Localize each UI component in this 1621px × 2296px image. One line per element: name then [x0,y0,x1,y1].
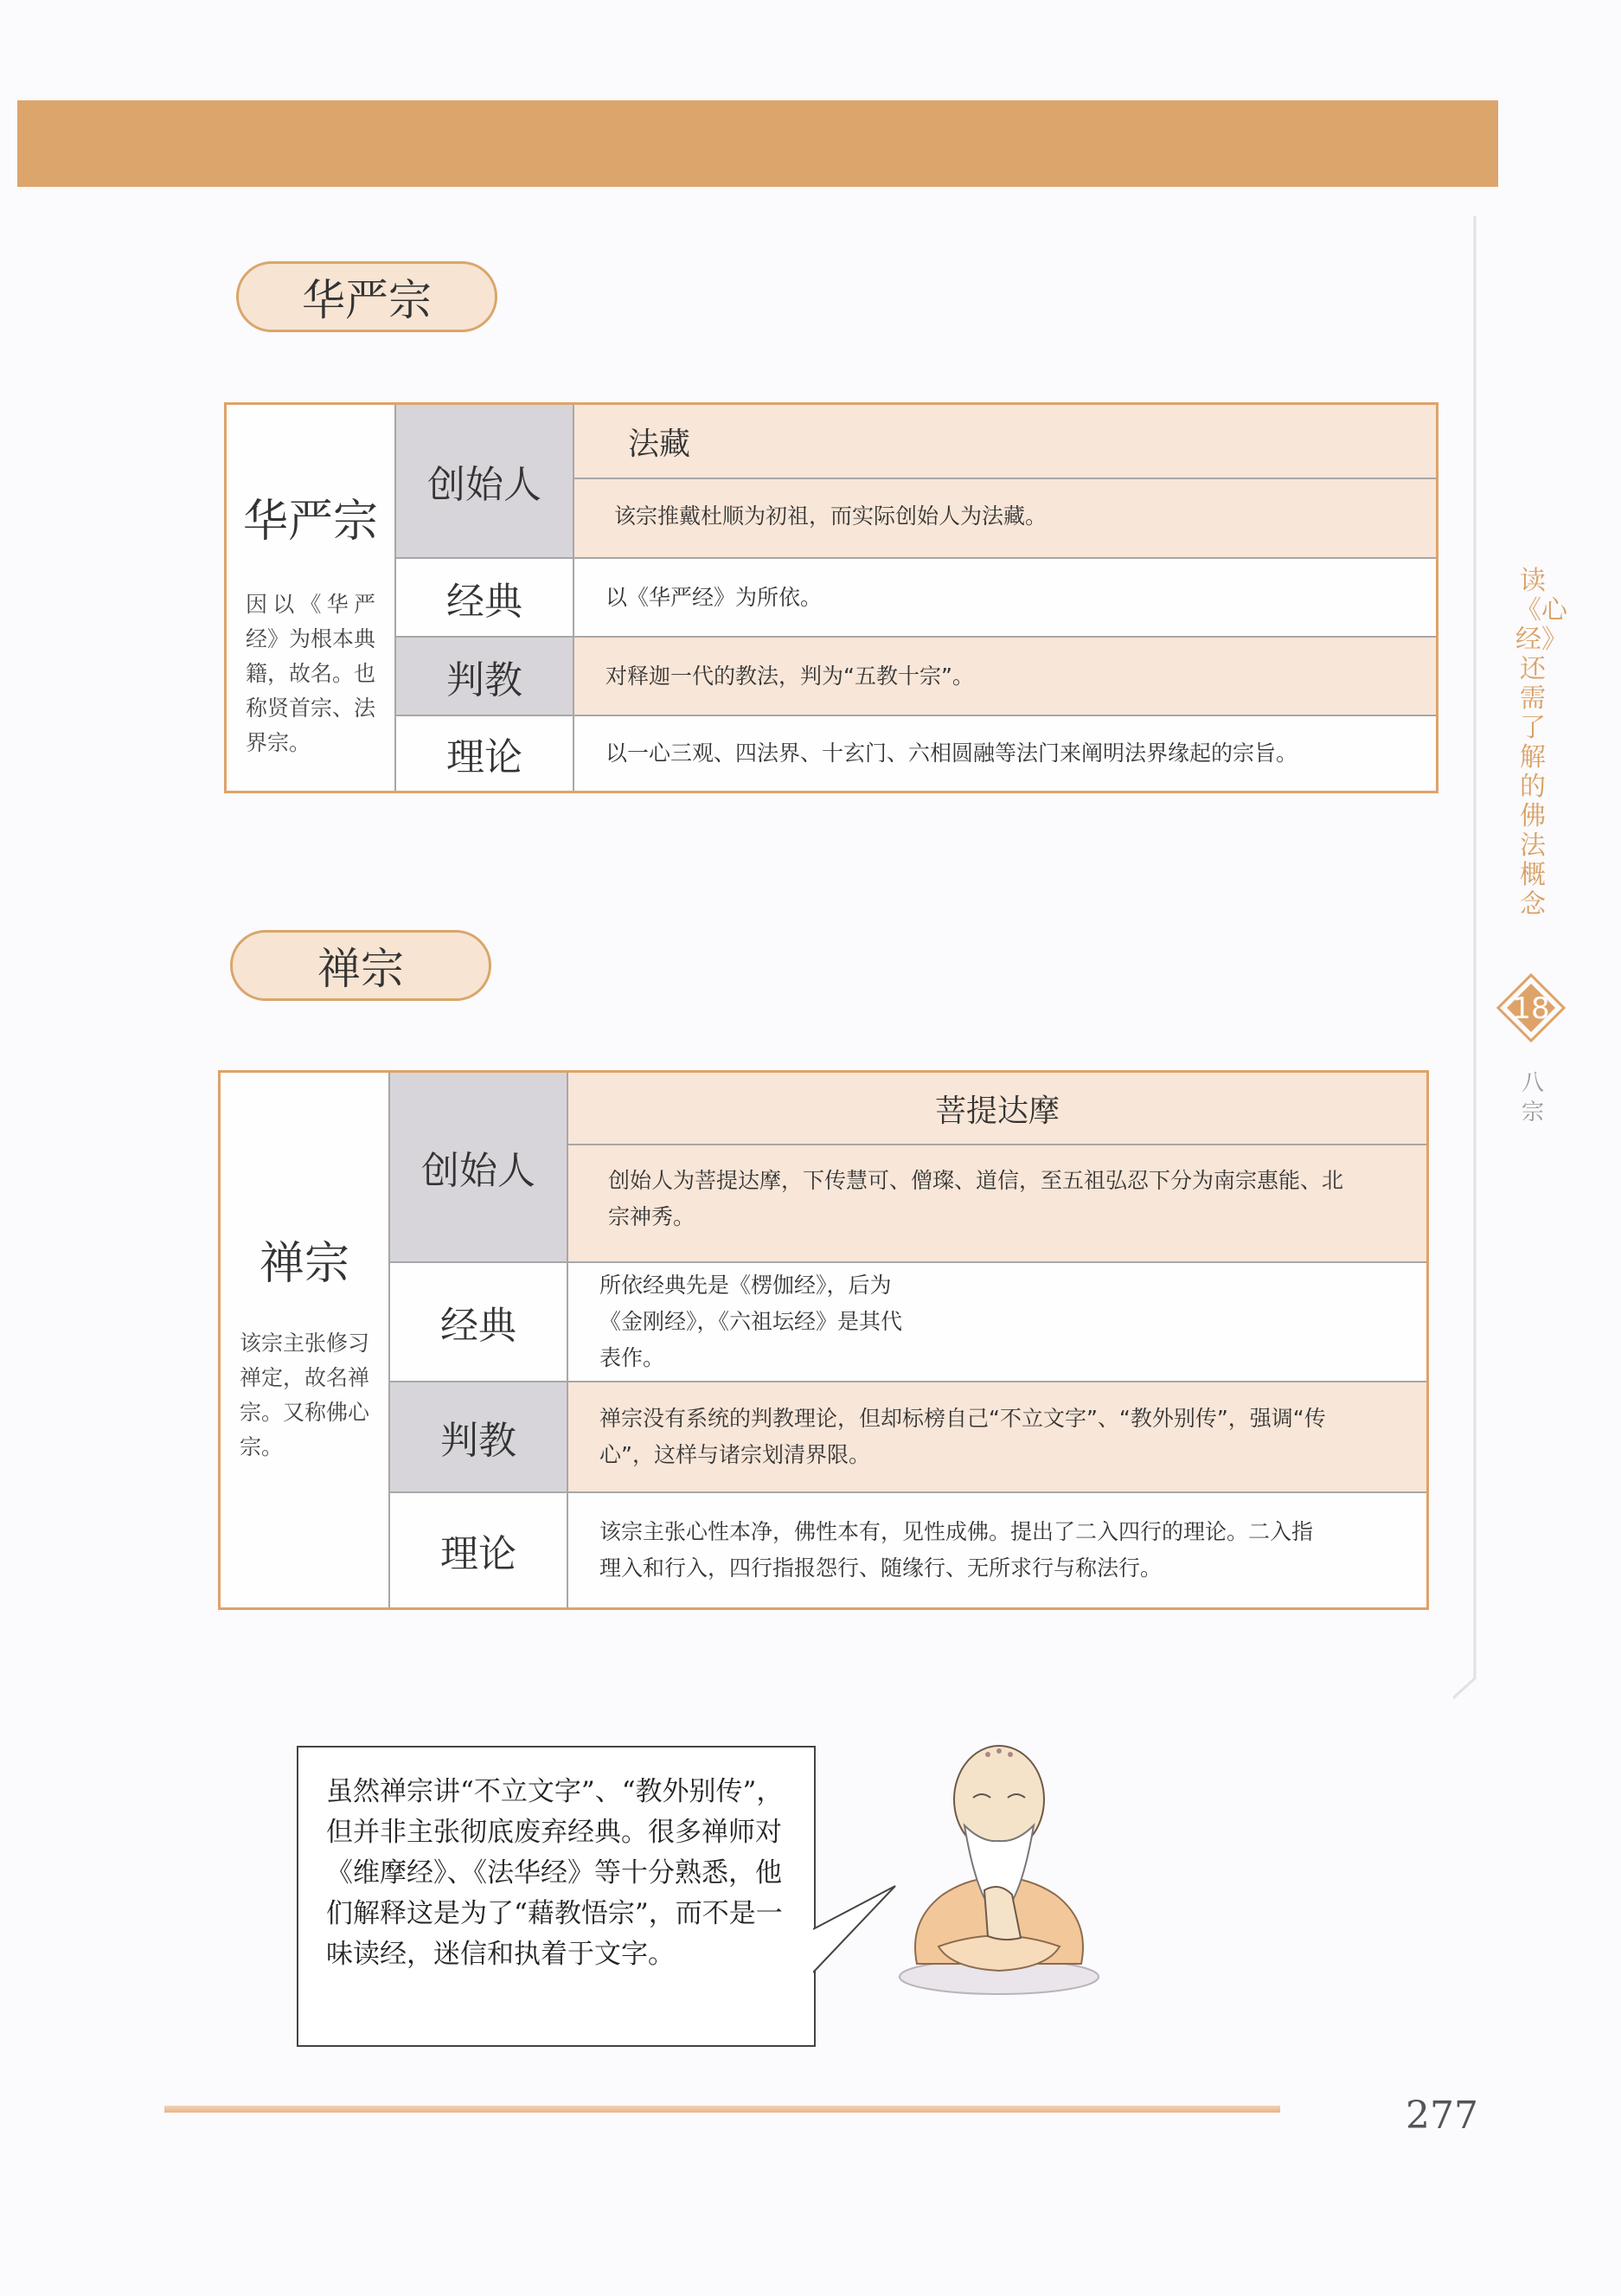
chan-left-column [221,1073,390,1607]
huayan-founder-content [574,405,1436,557]
huayan-label-founder: 创始人 [396,405,574,557]
page-number: 277 [1406,2094,1478,2138]
chan-rows [390,1073,1426,1607]
huayan-row-scripture [396,559,1436,638]
huayan-founder-name: 法藏 [628,426,691,462]
huayan-label-doctrine: 判教 [396,638,574,715]
section-pill-chan: 禅宗 [230,930,491,1001]
chan-theory-content [568,1493,1426,1607]
chapter-number: 18 [1512,991,1550,1026]
huayan-row-founder [396,405,1436,559]
huayan-description: 因以《华严经》为根本典籍，故名。也称贤首宗、法界宗。 [246,592,376,755]
page-corner-line [1453,216,1496,1946]
huayan-label-theory: 理论 [396,716,574,791]
huayan-scripture-text: 以《华严经》为所依。 [605,584,823,610]
chapter-subtitle: 八宗 [1521,1070,1544,1126]
chan-theory-text: 该宗主张心性本净，佛性本有，见性成佛。提出了二入四行的理论。二入指理入和行入，四行指报怨行、随缘行、无所求行与称法行。 [599,1519,1314,1581]
side-chapter-title: 读《心经》还需了解的佛法概念 [1515,566,1567,920]
footer-rule [164,2106,1280,2113]
huayan-theory-content [574,716,1436,791]
huayan-doctrine-content [574,638,1436,715]
chan-label-founder: 创始人 [390,1073,568,1261]
chan-founder-name-box [568,1073,1426,1145]
header-band [17,100,1498,187]
chan-founder-content [568,1073,1426,1261]
chapter-number-badge [1496,973,1566,1042]
huayan-title: 华严宗 [242,496,378,548]
chan-doctrine-text: 禅宗没有系统的判教理论，但却标榜自己“不立文字”、“教外别传”，强调“传心”，这样与诸宗划清界限。 [599,1406,1326,1467]
huayan-row-theory [396,716,1436,791]
huayan-left-column [227,405,396,791]
huayan-theory-text: 以一心三观、四法界、十玄门、六相圆融等法门来阐明法界缘起的宗旨。 [605,741,1298,766]
chan-doctrine-content [568,1382,1426,1491]
chan-row-scripture [390,1263,1426,1382]
chan-founder-text: 创始人为菩提达摩，下传慧可、僧璨、道信，至五祖弘忍下分为南宗惠能、北宗神秀。 [608,1168,1344,1229]
huayan-rows [396,405,1436,791]
chan-description: 该宗主张修习禅定，故名禅宗。又称佛心宗。 [240,1331,370,1459]
monk-illustration [891,1730,1107,1998]
chan-founder-name: 菩提达摩 [934,1093,1060,1129]
chan-label-doctrine: 判教 [390,1382,568,1491]
huayan-founder-text: 该宗推戴杜顺为初祖，而实际创始人为法藏。 [614,503,1048,529]
chan-scripture-content [568,1263,1426,1381]
huayan-label-scripture: 经典 [396,559,574,636]
huayan-scripture-content [574,559,1436,636]
chan-row-founder [390,1073,1426,1263]
speech-bubble-tail [813,1877,900,1990]
chan-title: 禅宗 [259,1238,349,1290]
huayan-row-doctrine [396,638,1436,716]
chan-row-doctrine [390,1382,1426,1493]
huayan-doctrine-text: 对释迦一代的教法，判为“五教十宗”。 [605,663,974,689]
chan-scripture-text: 所依经典先是《楞伽经》，后为《金刚经》，《六祖坛经》是其代表作。 [599,1273,903,1370]
speech-bubble: 虽然禅宗讲“不立文字”、“教外别传”，但并非主张彻底废弃经典。很多禅师对《维摩经》、《法华经》等十分熟悉，他们解释这是为了“藉教悟宗”，而不是一味读经，迷信和执着于文字。 [297,1746,816,2047]
huayan-card [224,402,1438,793]
chan-card [218,1070,1429,1610]
huayan-founder-name-box [574,405,1436,479]
section-pill-huayan: 华严宗 [236,261,497,332]
chan-label-theory: 理论 [390,1493,568,1607]
chan-row-theory [390,1493,1426,1607]
chan-label-scripture: 经典 [390,1263,568,1381]
